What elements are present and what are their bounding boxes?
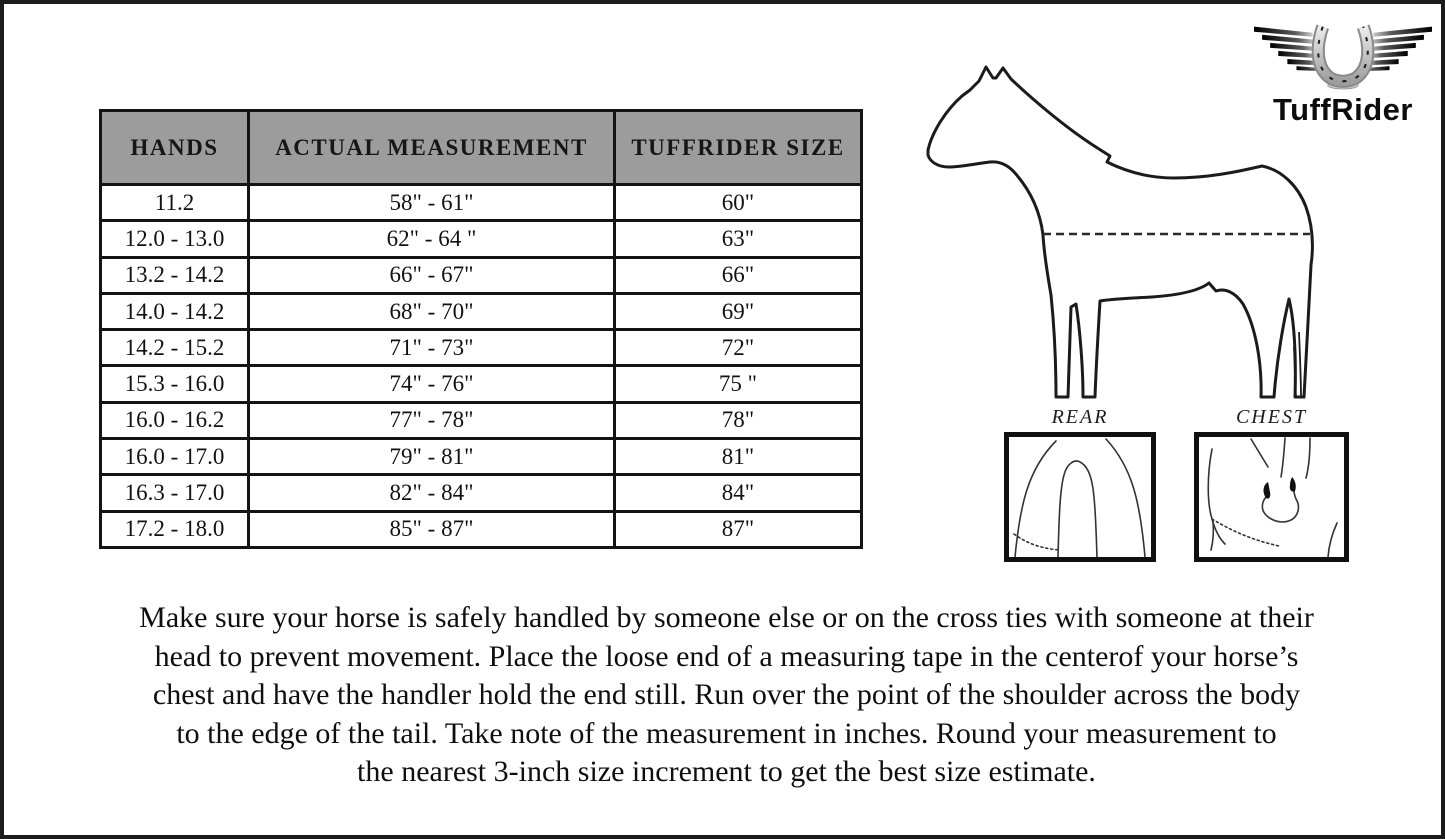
cell-size: 69" bbox=[615, 293, 862, 329]
cell-measurement: 74" - 76" bbox=[249, 366, 615, 402]
cell-measurement: 66" - 67" bbox=[249, 257, 615, 293]
table-row bbox=[101, 439, 862, 475]
cell-hands: 11.2 bbox=[101, 185, 249, 221]
cell-hands: 13.2 - 14.2 bbox=[101, 257, 249, 293]
cell-hands: 14.2 - 15.2 bbox=[101, 330, 249, 366]
cell-size: 81" bbox=[615, 439, 862, 475]
cell-size: 75 " bbox=[615, 366, 862, 402]
cell-measurement: 68" - 70" bbox=[249, 293, 615, 329]
cell-hands: 16.0 - 17.0 bbox=[101, 439, 249, 475]
table-row bbox=[101, 366, 862, 402]
instructions-line-1: Make sure your horse is safely handled by someone else or on the cross ties with someone at their bbox=[139, 601, 1314, 634]
table-row bbox=[101, 185, 862, 221]
cell-measurement: 58" - 61" bbox=[249, 185, 615, 221]
rear-label: REAR bbox=[1051, 406, 1109, 428]
left-nostril bbox=[1264, 482, 1271, 499]
chest-view-figure bbox=[1194, 432, 1349, 562]
horse-outline-figure bbox=[912, 52, 1337, 402]
instructions-line-4: to the edge of the tail. Take note of the measurement in inches. Round your measurement to bbox=[176, 716, 1277, 750]
cell-measurement: 79" - 81" bbox=[249, 439, 615, 475]
table-row bbox=[101, 221, 862, 257]
table-row bbox=[101, 257, 862, 293]
cell-size: 78" bbox=[615, 402, 862, 438]
cell-size: 87" bbox=[615, 511, 862, 547]
wing-right bbox=[1365, 27, 1432, 71]
col-header-hands: HANDS bbox=[101, 111, 249, 185]
horse-body-outline bbox=[928, 67, 1312, 397]
right-nostril bbox=[1290, 477, 1296, 492]
rear-view-figure bbox=[1004, 432, 1156, 562]
col-header-actual-measurement: ACTUAL MEASUREMENT bbox=[249, 111, 615, 185]
table-row bbox=[101, 475, 862, 511]
cell-size: 60" bbox=[615, 185, 862, 221]
cell-measurement: 71" - 73" bbox=[249, 330, 615, 366]
cell-hands: 16.0 - 16.2 bbox=[101, 402, 249, 438]
table-row bbox=[101, 402, 862, 438]
chest-view-drawing bbox=[1199, 437, 1344, 557]
cell-hands: 15.3 - 16.0 bbox=[101, 366, 249, 402]
instructions-line-5: the nearest 3-inch size increment to get the best size estimate. bbox=[357, 755, 1096, 788]
brand-name: TuffRider bbox=[1273, 92, 1413, 127]
cell-hands: 16.3 - 17.0 bbox=[101, 475, 249, 511]
col-header-tuffrider-size: TUFFRIDER SIZE bbox=[615, 111, 862, 185]
cell-size: 84" bbox=[615, 475, 862, 511]
cell-measurement: 85" - 87" bbox=[249, 511, 615, 547]
cell-hands: 17.2 - 18.0 bbox=[101, 511, 249, 547]
table-header-row bbox=[101, 111, 862, 185]
cell-measurement: 77" - 78" bbox=[249, 402, 615, 438]
cell-size: 72" bbox=[615, 330, 862, 366]
chest-label: CHEST bbox=[1235, 406, 1308, 428]
table-row bbox=[101, 511, 862, 547]
instructions-line-2: head to prevent movement. Place the loose end of a measuring tape in the centerof your horse’s bbox=[154, 639, 1299, 673]
rear-view-drawing bbox=[1009, 437, 1151, 557]
table-row bbox=[101, 293, 862, 329]
size-table bbox=[99, 109, 863, 549]
cell-measurement: 82" - 84" bbox=[249, 475, 615, 511]
cell-size: 66" bbox=[615, 257, 862, 293]
table-row bbox=[101, 330, 862, 366]
instructions-line-3: chest and have the handler hold the end still. Run over the point of the shoulder across the body bbox=[152, 678, 1301, 711]
cell-measurement: 62" - 64 " bbox=[249, 221, 615, 257]
cell-hands: 12.0 - 13.0 bbox=[101, 221, 249, 257]
measuring-instructions bbox=[32, 599, 1421, 792]
cell-hands: 14.0 - 14.2 bbox=[101, 293, 249, 329]
cell-size: 63" bbox=[615, 221, 862, 257]
